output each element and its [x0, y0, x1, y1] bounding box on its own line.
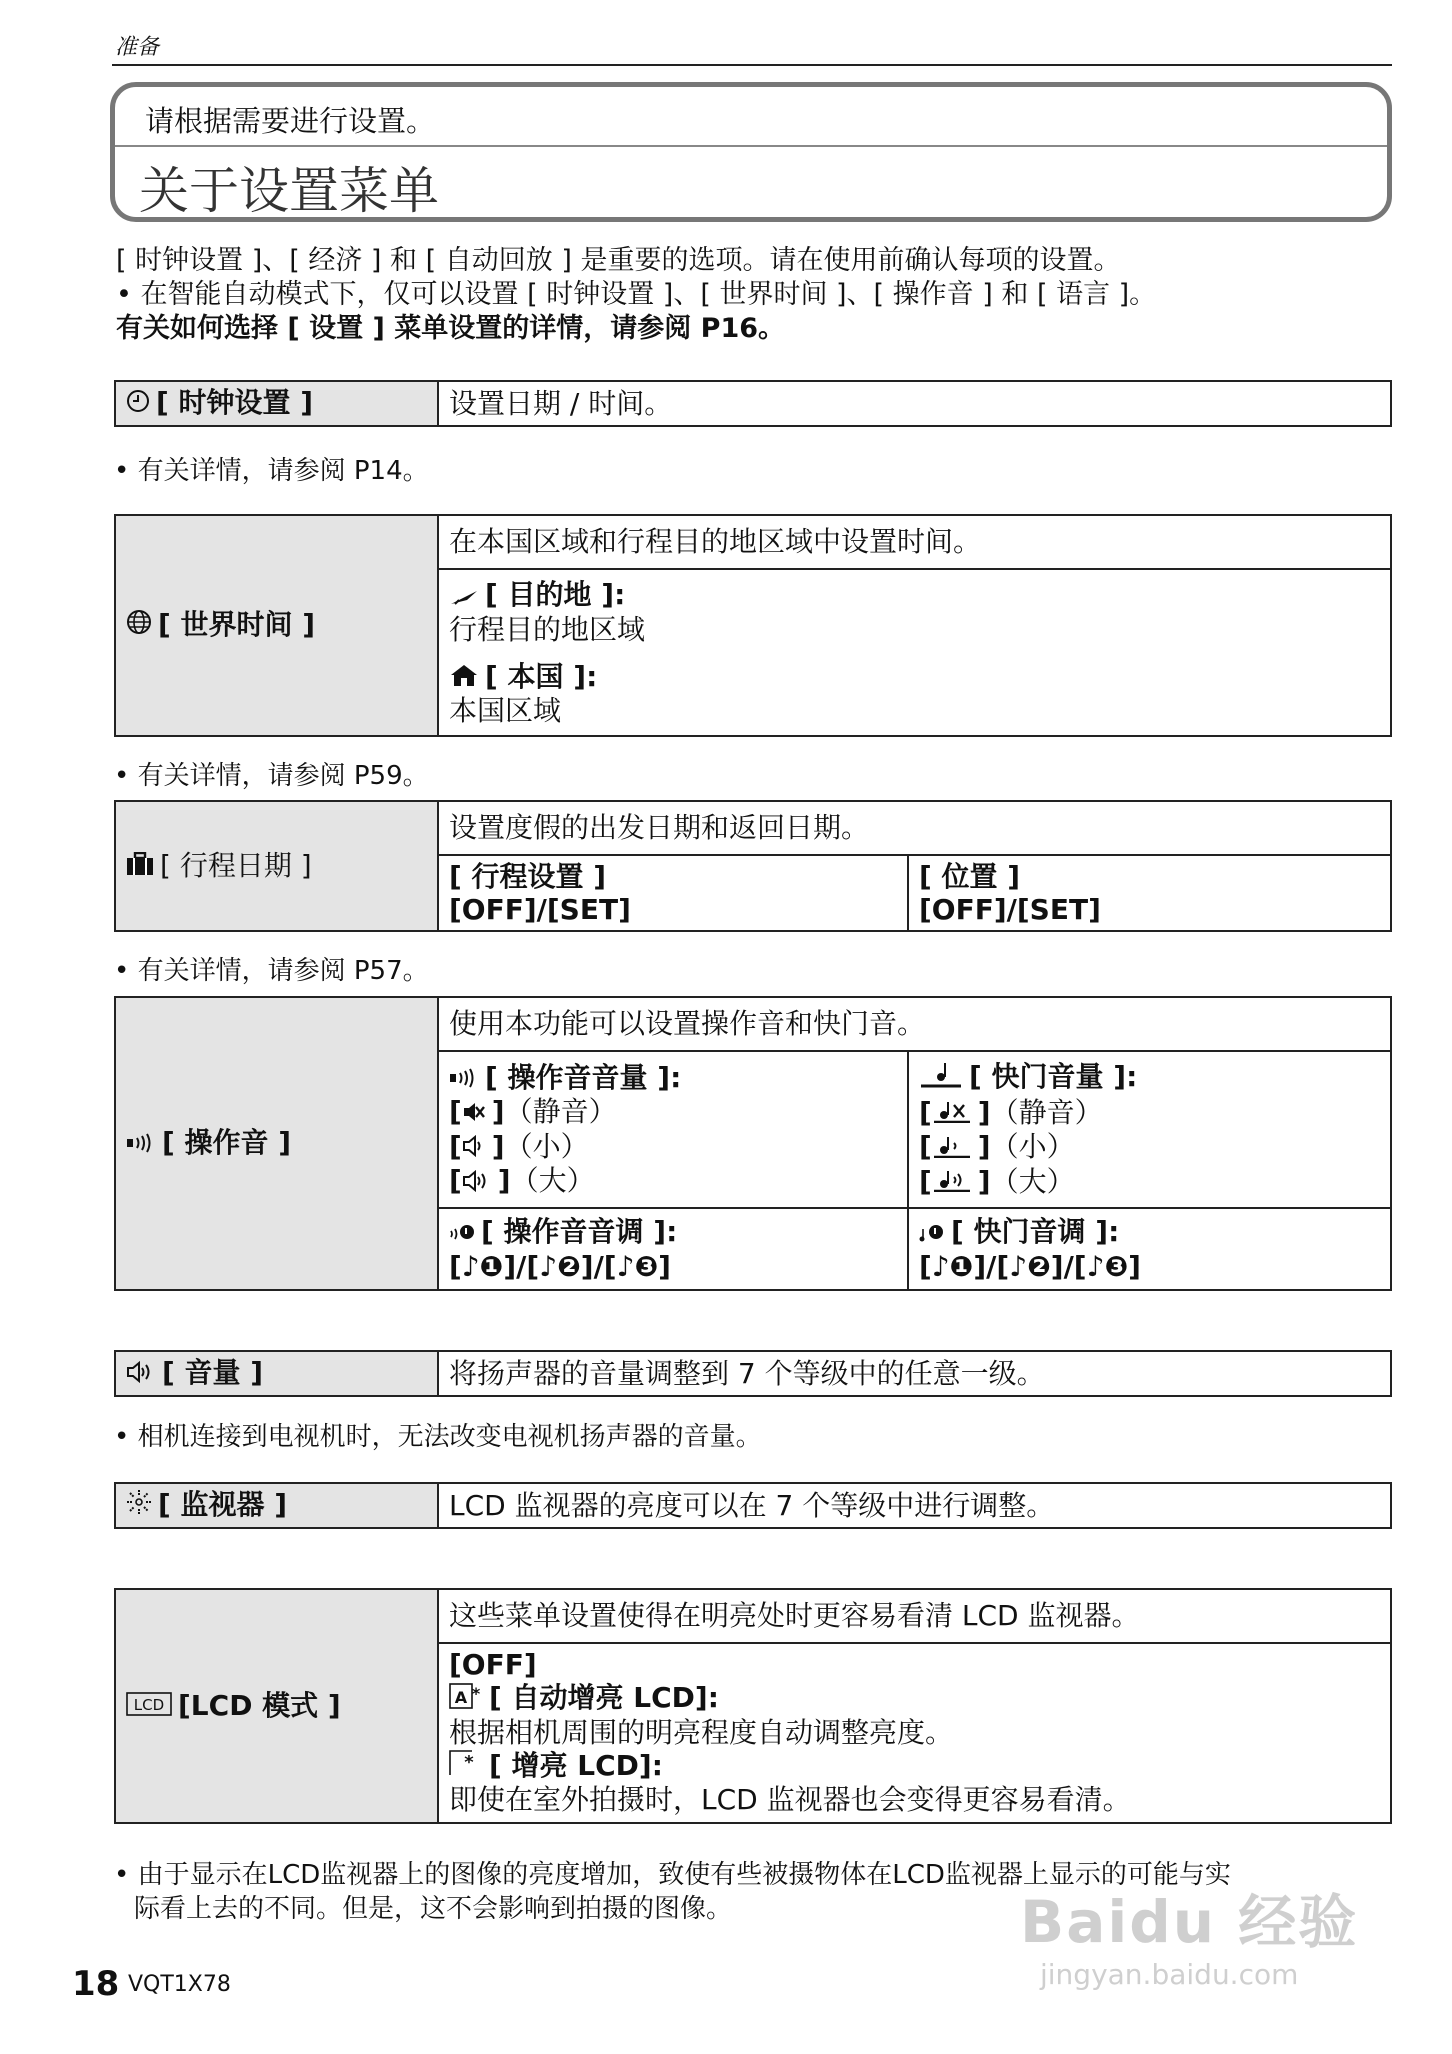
lcd-icon [126, 1690, 172, 1724]
beep-icon [126, 1127, 156, 1161]
location-label: [ 位置 ] [919, 860, 1021, 893]
top-rule [112, 64, 1392, 66]
shutter-tone-values: [♪❶]/[♪❷]/[♪❸] [919, 1249, 1141, 1283]
world-label-cell [115, 515, 438, 736]
beep-tone-icon [449, 1217, 475, 1250]
beep-tone-values: [♪❶]/[♪❷]/[♪❸] [449, 1249, 671, 1283]
travel-desc: 设置度假的出发日期和返回日期。 [438, 801, 1391, 855]
globe-icon [126, 609, 152, 643]
travel-label-cell [115, 801, 438, 931]
svg-text:*: * [471, 1683, 481, 1703]
auto-power-lcd-desc: 根据相机周围的明亮程度自动调整亮度。 [449, 1715, 954, 1749]
clock-icon [126, 387, 150, 421]
volume-high-icon [462, 1166, 492, 1199]
beep-label: [ 操作音 ] [162, 1125, 292, 1159]
intro-line-3: 有关如何选择 [ 设置 ] 菜单设置的详情，请参阅 P16。 [116, 313, 786, 344]
travel-setting-label: [ 行程设置 ] [449, 860, 607, 893]
clock-label-cell [115, 381, 438, 426]
mute-icon [462, 1097, 486, 1130]
page-title: 关于设置菜单 [139, 162, 439, 220]
lcd-desc: 这些菜单设置使得在明亮处时更容易看清 LCD 监视器。 [438, 1589, 1391, 1643]
beep-tone-cell [438, 1208, 908, 1290]
travel-setting-value: [OFF]/[SET] [449, 893, 631, 926]
svg-text:LCD: LCD [133, 1695, 165, 1714]
beep-low-text: （小） [504, 1129, 589, 1163]
destination-label: [ 目的地 ]: [485, 578, 626, 611]
shutter-tone-cell [908, 1208, 1391, 1290]
travel-note: • 有关详情，请参阅 P57。 [114, 956, 429, 986]
world-desc: 在本国区域和行程目的地区域中设置时间。 [438, 515, 1391, 569]
monitor-label-cell [115, 1483, 438, 1528]
beep-mute-text: （静音） [504, 1095, 617, 1128]
lcd-off: [OFF] [449, 1648, 537, 1681]
svg-text:*: * [464, 1752, 474, 1773]
plane-icon [449, 580, 479, 613]
shutter-tone-icon [919, 1217, 945, 1250]
world-table [114, 514, 1392, 737]
suitcase-icon [126, 850, 154, 884]
watermark-logo: Baidu 经验 [1020, 1888, 1359, 1956]
world-options-cell [438, 569, 1391, 736]
world-label: [ 世界时间 ] [158, 608, 316, 641]
volume-label: [ 音量 ] [162, 1356, 264, 1389]
power-lcd-label: [ 增亮 LCD]: [489, 1748, 663, 1782]
shutter-volume-cell: [ 快门音量 ]: [ ]（静音） [ ]（小） [ ]（大） [908, 1051, 1391, 1208]
monitor-table [114, 1482, 1392, 1529]
clock-table [114, 380, 1392, 427]
page-number: 18 [72, 1964, 120, 2004]
power-lcd-icon [449, 1750, 483, 1783]
volume-label-cell [115, 1351, 438, 1396]
title-box [110, 82, 1392, 222]
volume-table [114, 1350, 1392, 1397]
world-note: • 有关详情，请参阅 P59。 [114, 761, 429, 791]
svg-text:A: A [454, 1687, 468, 1707]
shutter-high-icon [932, 1166, 972, 1199]
beep-tone-label: [ 操作音音调 ]: [481, 1215, 678, 1248]
beep-label-cell [115, 997, 438, 1290]
travel-option-2 [908, 855, 1391, 931]
lcd-note-line-2: 际看上去的不同。但是，这不会影响到拍摄的图像。 [134, 1894, 733, 1924]
intro-line-1: [ 时钟设置 ]、[ 经济 ] 和 [ 自动回放 ] 是重要的选项。请在使用前确认每项的设置。 [116, 245, 1121, 276]
lcd-options-cell [438, 1643, 1391, 1823]
shutter-volume-label: [ 快门音量 ]: [969, 1060, 1138, 1093]
auto-power-lcd-label: [ 自动增亮 LCD]: [489, 1681, 719, 1714]
home-desc: 本国区域 [449, 694, 562, 727]
beep-desc: 使用本功能可以设置操作音和快门音。 [438, 997, 1391, 1051]
speaker-icon [126, 1357, 156, 1391]
travel-option-1 [438, 855, 908, 931]
beep-table [114, 996, 1392, 1291]
shutter-high-text: （大） [990, 1164, 1075, 1198]
lcd-label: [LCD 模式 ] [178, 1688, 341, 1722]
lcd-table [114, 1588, 1392, 1824]
monitor-desc: LCD 监视器的亮度可以在 7 个等级中进行调整。 [438, 1483, 1391, 1528]
power-lcd-desc: 即使在室外拍摄时，LCD 监视器也会变得更容易看清。 [449, 1783, 1131, 1816]
lcd-note-line-1: • 由于显示在LCD监视器上的图像的亮度增加，致使有些被摄物体在LCD监视器上显示的可能与实 [114, 1860, 1231, 1890]
clock-note: • 有关详情，请参阅 P14。 [114, 456, 429, 486]
travel-table [114, 800, 1392, 932]
shutter-mute-icon [932, 1097, 972, 1130]
volume-low-icon [462, 1131, 486, 1164]
location-value: [OFF]/[SET] [919, 893, 1101, 926]
beep-volume-label: [ 操作音音量 ]: [485, 1060, 682, 1094]
clock-desc: 设置日期 / 时间。 [438, 381, 1391, 426]
beep-volume-cell: [ 操作音音量 ]: [ ]（静音） [ ]（小） [ ]（大） [438, 1051, 908, 1208]
shutter-tone-label: [ 快门音调 ]: [951, 1215, 1120, 1248]
watermark-url: jingyan.baidu.com [1040, 1958, 1299, 1991]
volume-note: • 相机连接到电视机时，无法改变电视机扬声器的音量。 [114, 1422, 762, 1452]
section-label: 准备 [115, 35, 160, 60]
destination-desc: 行程目的地区域 [449, 612, 646, 646]
title-divider [115, 145, 1387, 147]
home-icon [449, 661, 479, 694]
lcd-label-cell [115, 1589, 438, 1823]
document-code: VQT1X78 [128, 1972, 231, 1997]
intro-line-2: • 在智能自动模式下，仅可以设置 [ 时钟设置 ]、[ 世界时间 ]、[ 操作音 ] 和 [ 语言 ]。 [116, 279, 1157, 310]
home-label: [ 本国 ]: [485, 659, 598, 693]
shutter-low-icon [932, 1132, 972, 1165]
monitor-label: [ 监视器 ] [158, 1488, 288, 1521]
beep-volume-icon [449, 1062, 479, 1095]
volume-desc: 将扬声器的音量调整到 7 个等级中的任意一级。 [438, 1351, 1391, 1396]
title-subtitle: 请根据需要进行设置。 [145, 104, 436, 138]
brightness-icon [126, 1489, 152, 1523]
shutter-mute-text: （静音） [990, 1095, 1103, 1129]
shutter-low-text: （小） [990, 1130, 1075, 1163]
clock-label: [ 时钟设置 ] [156, 386, 314, 419]
shutter-volume-icon [919, 1061, 963, 1096]
auto-power-lcd-icon [449, 1683, 483, 1716]
beep-high-text: （大） [510, 1164, 595, 1197]
travel-label: [ 行程日期 ] [160, 848, 312, 882]
